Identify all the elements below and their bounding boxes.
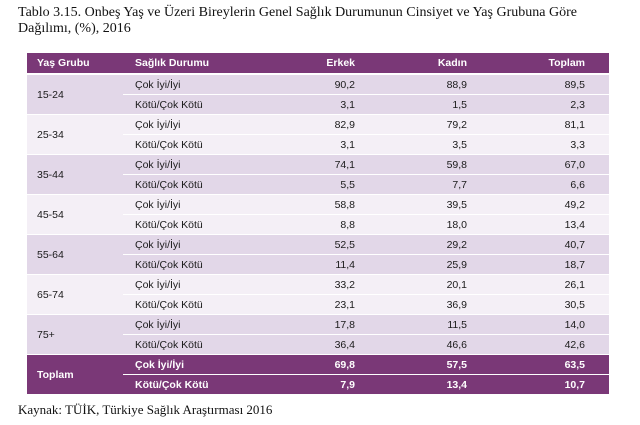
male-value-cell: 17,8 xyxy=(255,315,379,335)
age-group-cell: 65-74 xyxy=(27,275,123,315)
health-status-cell: Kötü/Çok Kötü xyxy=(123,175,255,195)
health-status-cell: Kötü/Çok Kötü xyxy=(123,215,255,235)
male-value-cell: 23,1 xyxy=(255,295,379,315)
table-caption xyxy=(18,5,618,37)
female-value-cell: 11,5 xyxy=(379,315,491,335)
totals-female-cell: 13,4 xyxy=(379,375,491,395)
totals-female-cell: 57,5 xyxy=(379,355,491,375)
male-value-cell: 58,8 xyxy=(255,195,379,215)
total-value-cell: 26,1 xyxy=(491,275,609,295)
female-value-cell: 20,1 xyxy=(379,275,491,295)
age-group-cell: 55-64 xyxy=(27,235,123,275)
table-row xyxy=(27,275,609,295)
male-value-cell: 3,1 xyxy=(255,135,379,155)
total-value-cell: 89,5 xyxy=(491,74,609,95)
table-header xyxy=(27,53,609,74)
male-value-cell: 74,1 xyxy=(255,155,379,175)
health-status-cell: Çok İyi/İyi xyxy=(123,235,255,255)
health-status-cell: Çok İyi/İyi xyxy=(123,275,255,295)
health-status-cell: Kötü/Çok Kötü xyxy=(123,135,255,155)
female-value-cell: 1,5 xyxy=(379,95,491,115)
health-status-table xyxy=(27,53,609,394)
total-value-cell: 13,4 xyxy=(491,215,609,235)
female-value-cell: 59,8 xyxy=(379,155,491,175)
caption-line-2: Dağılımı, (%), 2016 xyxy=(18,21,131,36)
totals-male-cell: 7,9 xyxy=(255,375,379,395)
health-status-cell: Çok İyi/İyi xyxy=(123,74,255,95)
health-status-cell: Kötü/Çok Kötü xyxy=(123,95,255,115)
total-value-cell: 42,6 xyxy=(491,335,609,355)
totals-total-cell: 63,5 xyxy=(491,355,609,375)
table-body xyxy=(27,74,609,394)
header-row xyxy=(27,53,609,74)
totals-status-cell: Kötü/Çok Kötü xyxy=(123,375,255,395)
male-value-cell: 36,4 xyxy=(255,335,379,355)
totals-row xyxy=(27,355,609,375)
female-value-cell: 36,9 xyxy=(379,295,491,315)
age-group-cell: 15-24 xyxy=(27,74,123,115)
health-status-cell: Kötü/Çok Kötü xyxy=(123,295,255,315)
male-value-cell: 33,2 xyxy=(255,275,379,295)
female-value-cell: 88,9 xyxy=(379,74,491,95)
female-value-cell: 3,5 xyxy=(379,135,491,155)
male-value-cell: 82,9 xyxy=(255,115,379,135)
totals-total-cell: 10,7 xyxy=(491,375,609,395)
total-value-cell: 30,5 xyxy=(491,295,609,315)
table-row xyxy=(27,115,609,135)
female-value-cell: 7,7 xyxy=(379,175,491,195)
header-female: Kadın xyxy=(379,53,491,74)
male-value-cell: 90,2 xyxy=(255,74,379,95)
total-value-cell: 6,6 xyxy=(491,175,609,195)
total-value-cell: 14,0 xyxy=(491,315,609,335)
health-status-cell: Çok İyi/İyi xyxy=(123,315,255,335)
totals-status-cell: Çok İyi/İyi xyxy=(123,355,255,375)
table-row xyxy=(27,315,609,335)
source-note: Kaynak: TÜİK, Türkiye Sağlık Araştırması 2016 xyxy=(18,402,273,417)
table-row xyxy=(27,195,609,215)
total-value-cell: 67,0 xyxy=(491,155,609,175)
health-status-cell: Çok İyi/İyi xyxy=(123,115,255,135)
totals-male-cell: 69,8 xyxy=(255,355,379,375)
female-value-cell: 18,0 xyxy=(379,215,491,235)
female-value-cell: 79,2 xyxy=(379,115,491,135)
caption-line-1: Tablo 3.15. Onbeş Yaş ve Üzeri Bireylerin Genel Sağlık Durumunun Cinsiyet ve Yaş Grubuna Göre xyxy=(18,5,577,20)
header-total: Toplam xyxy=(491,53,609,74)
table-row xyxy=(27,155,609,175)
header-age-group: Yaş Grubu xyxy=(27,53,123,74)
total-value-cell: 2,3 xyxy=(491,95,609,115)
total-value-cell: 3,3 xyxy=(491,135,609,155)
health-status-cell: Çok İyi/İyi xyxy=(123,155,255,175)
female-value-cell: 39,5 xyxy=(379,195,491,215)
total-value-cell: 49,2 xyxy=(491,195,609,215)
age-group-cell: 75+ xyxy=(27,315,123,355)
female-value-cell: 29,2 xyxy=(379,235,491,255)
health-status-cell: Kötü/Çok Kötü xyxy=(123,335,255,355)
health-status-cell: Kötü/Çok Kötü xyxy=(123,255,255,275)
male-value-cell: 5,5 xyxy=(255,175,379,195)
male-value-cell: 8,8 xyxy=(255,215,379,235)
table-row xyxy=(27,74,609,95)
total-value-cell: 81,1 xyxy=(491,115,609,135)
female-value-cell: 46,6 xyxy=(379,335,491,355)
age-group-cell: 25-34 xyxy=(27,115,123,155)
table-row xyxy=(27,235,609,255)
header-male: Erkek xyxy=(255,53,379,74)
male-value-cell: 11,4 xyxy=(255,255,379,275)
total-value-cell: 40,7 xyxy=(491,235,609,255)
age-group-cell: 35-44 xyxy=(27,155,123,195)
header-health-status: Sağlık Durumu xyxy=(123,53,255,74)
health-status-cell: Çok İyi/İyi xyxy=(123,195,255,215)
age-group-cell: 45-54 xyxy=(27,195,123,235)
male-value-cell: 52,5 xyxy=(255,235,379,255)
total-value-cell: 18,7 xyxy=(491,255,609,275)
totals-label-cell: Toplam xyxy=(27,355,123,395)
male-value-cell: 3,1 xyxy=(255,95,379,115)
female-value-cell: 25,9 xyxy=(379,255,491,275)
